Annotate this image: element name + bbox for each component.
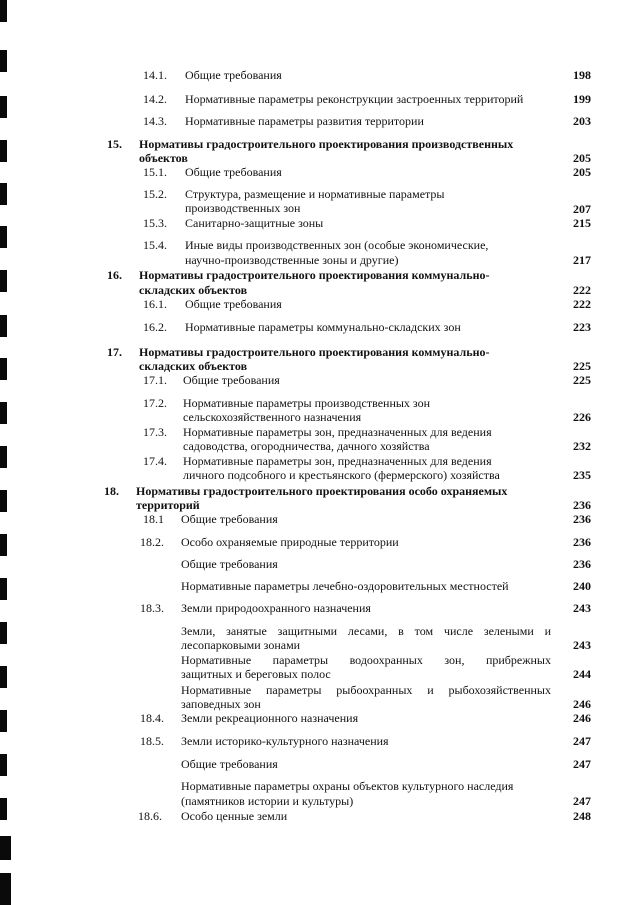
entry-title: Нормативные параметры развития территории [185,114,424,128]
binding-mark [0,836,11,860]
binding-mark [0,578,7,600]
entry-title: Нормативные параметры реконструкции застроенных территорий [185,92,524,106]
entry-title: Общие требования [181,512,278,526]
entry-title: Нормативные параметры лечебно-оздоровительных местностей [181,579,509,593]
entry-title: Нормативные параметры охраны объектов культурного наследия [181,779,514,793]
entry-page: 247 [573,757,591,771]
entry-page: 240 [573,579,591,593]
section-title-cont: территорий [136,498,200,512]
entry-page: 222 [573,283,591,297]
entry-page: 247 [573,734,591,748]
entry-title: Иные виды производственных зон (особые экономические, [185,238,489,252]
entry-page: 246 [573,711,591,725]
entry-title: Общие требования [185,68,282,82]
entry-title: Особо ценные земли [181,809,288,823]
entry-page: 198 [573,68,591,82]
section-title: Нормативы градостроительного проектирования коммунально- [139,268,490,282]
entry-title: Нормативные параметры рыбоохранных и рыбохозяйственных [181,683,551,697]
entry-title: Земли природоохранного назначения [181,601,371,615]
entry-page: 236 [573,535,591,549]
entry-number: 15.3. [143,216,167,230]
binding-mark [0,534,7,556]
section-title-cont: складских объектов [139,283,248,297]
entry-number: 14.1. [143,68,167,82]
entry-page: 225 [573,373,591,387]
entry-page: 248 [573,809,591,823]
entry-page: 243 [573,638,591,652]
entry-number: 16.1. [143,297,167,311]
entry-number: 14.2. [143,92,167,106]
binding-mark [0,446,7,468]
section-number: 17. [107,345,122,359]
binding-mark [0,490,7,512]
entry-title: Общие требования [185,165,282,179]
entry-page: 243 [573,601,591,615]
entry-page: 217 [573,253,591,267]
binding-mark [0,183,7,205]
binding-mark [0,754,7,776]
section-title: Нормативы градостроительного проектирования особо охраняемых [136,484,508,498]
entry-title: Нормативные параметры производственных зон [183,396,431,410]
entry-title-cont: садоводства, огородничества, дачного хозяйства [183,439,430,453]
entry-page: 246 [573,697,591,711]
entry-number: 15.4. [143,238,167,252]
entry-page: 236 [573,498,591,512]
binding-mark [0,710,7,732]
entry-title: Общие требования [185,297,282,311]
binding-mark [0,666,7,688]
entry-number: 17.3. [143,425,167,439]
binding-mark [0,315,7,337]
entry-page: 215 [573,216,591,230]
binding-mark [0,226,7,248]
entry-page: 205 [573,151,591,165]
binding-mark [0,358,7,380]
entry-number: 16.2. [143,320,167,334]
entry-number: 15.1. [143,165,167,179]
binding-mark [0,798,7,820]
entry-title: Общие требования [181,757,278,771]
entry-page: 235 [573,468,591,482]
binding-mark [0,270,7,292]
entry-title-cont: производственных зон [185,201,301,215]
section-title: Нормативы градостроительного проектирования производственных [139,137,514,151]
entry-title-cont: защитных и береговых полос [181,667,331,681]
entry-number: 18.4. [140,711,164,725]
binding-mark [0,96,7,118]
section-number: 18. [104,484,119,498]
entry-page: 199 [573,92,591,106]
binding-mark [0,50,7,72]
entry-page: 226 [573,410,591,424]
binding-mark [0,0,7,22]
entry-title: Общие требования [183,373,280,387]
entry-title: Санитарно-защитные зоны [185,216,324,230]
entry-page: 236 [573,512,591,526]
section-title-cont: складских объектов [139,359,248,373]
entry-number: 18.5. [140,734,164,748]
binding-mark [0,402,7,424]
entry-page: 244 [573,667,591,681]
entry-title: Земли рекреационного назначения [181,711,359,725]
entry-number: 18.1 [143,512,164,526]
entry-page: 207 [573,202,591,216]
entry-number: 18.6. [138,809,162,823]
entry-title: Нормативные параметры зон, предназначенных для ведения [183,454,492,468]
entry-title: Особо охраняемые природные территории [181,535,399,549]
entry-title: Нормативные параметры водоохранных зон, прибрежных [181,653,551,667]
entry-title-cont: личного подсобного и крестьянского (фермерского) хозяйства [183,468,500,482]
binding-mark [0,622,7,644]
entry-title-cont: заповедных зон [181,697,261,711]
entry-page: 247 [573,794,591,808]
entry-title: Нормативные параметры зон, предназначенных для ведения [183,425,492,439]
entry-title: Земли, занятые защитными лесами, в том числе зелеными и [181,624,551,638]
entry-page: 203 [573,114,591,128]
entry-page: 225 [573,359,591,373]
section-title: Нормативы градостроительного проектирования коммунально- [139,345,490,359]
entry-title-cont: сельскохозяйственного назначения [183,410,362,424]
entry-number: 18.3. [140,601,164,615]
entry-number: 17.1. [143,373,167,387]
section-number: 15. [107,137,122,151]
entry-title-cont: лесопарковыми зонами [181,638,301,652]
entry-number: 14.3. [143,114,167,128]
entry-number: 17.2. [143,396,167,410]
entry-number: 15.2. [143,187,167,201]
entry-page: 236 [573,557,591,571]
entry-page: 205 [573,165,591,179]
section-number: 16. [107,268,122,282]
entry-number: 18.2. [140,535,164,549]
entry-title: Нормативные параметры коммунально-складских зон [185,320,461,334]
entry-title: Структура, размещение и нормативные параметры [185,187,445,201]
entry-page: 232 [573,439,591,453]
section-title-cont: объектов [139,151,188,165]
entry-number: 17.4. [143,454,167,468]
binding-mark [0,873,11,905]
binding-mark [0,140,7,162]
entry-title: Земли историко-культурного назначения [181,734,389,748]
entry-page: 223 [573,320,591,334]
entry-title: Общие требования [181,557,278,571]
entry-title-cont: (памятников истории и культуры) [181,794,354,808]
entry-page: 222 [573,297,591,311]
entry-title-cont: научно-производственные зоны и другие) [185,253,399,267]
